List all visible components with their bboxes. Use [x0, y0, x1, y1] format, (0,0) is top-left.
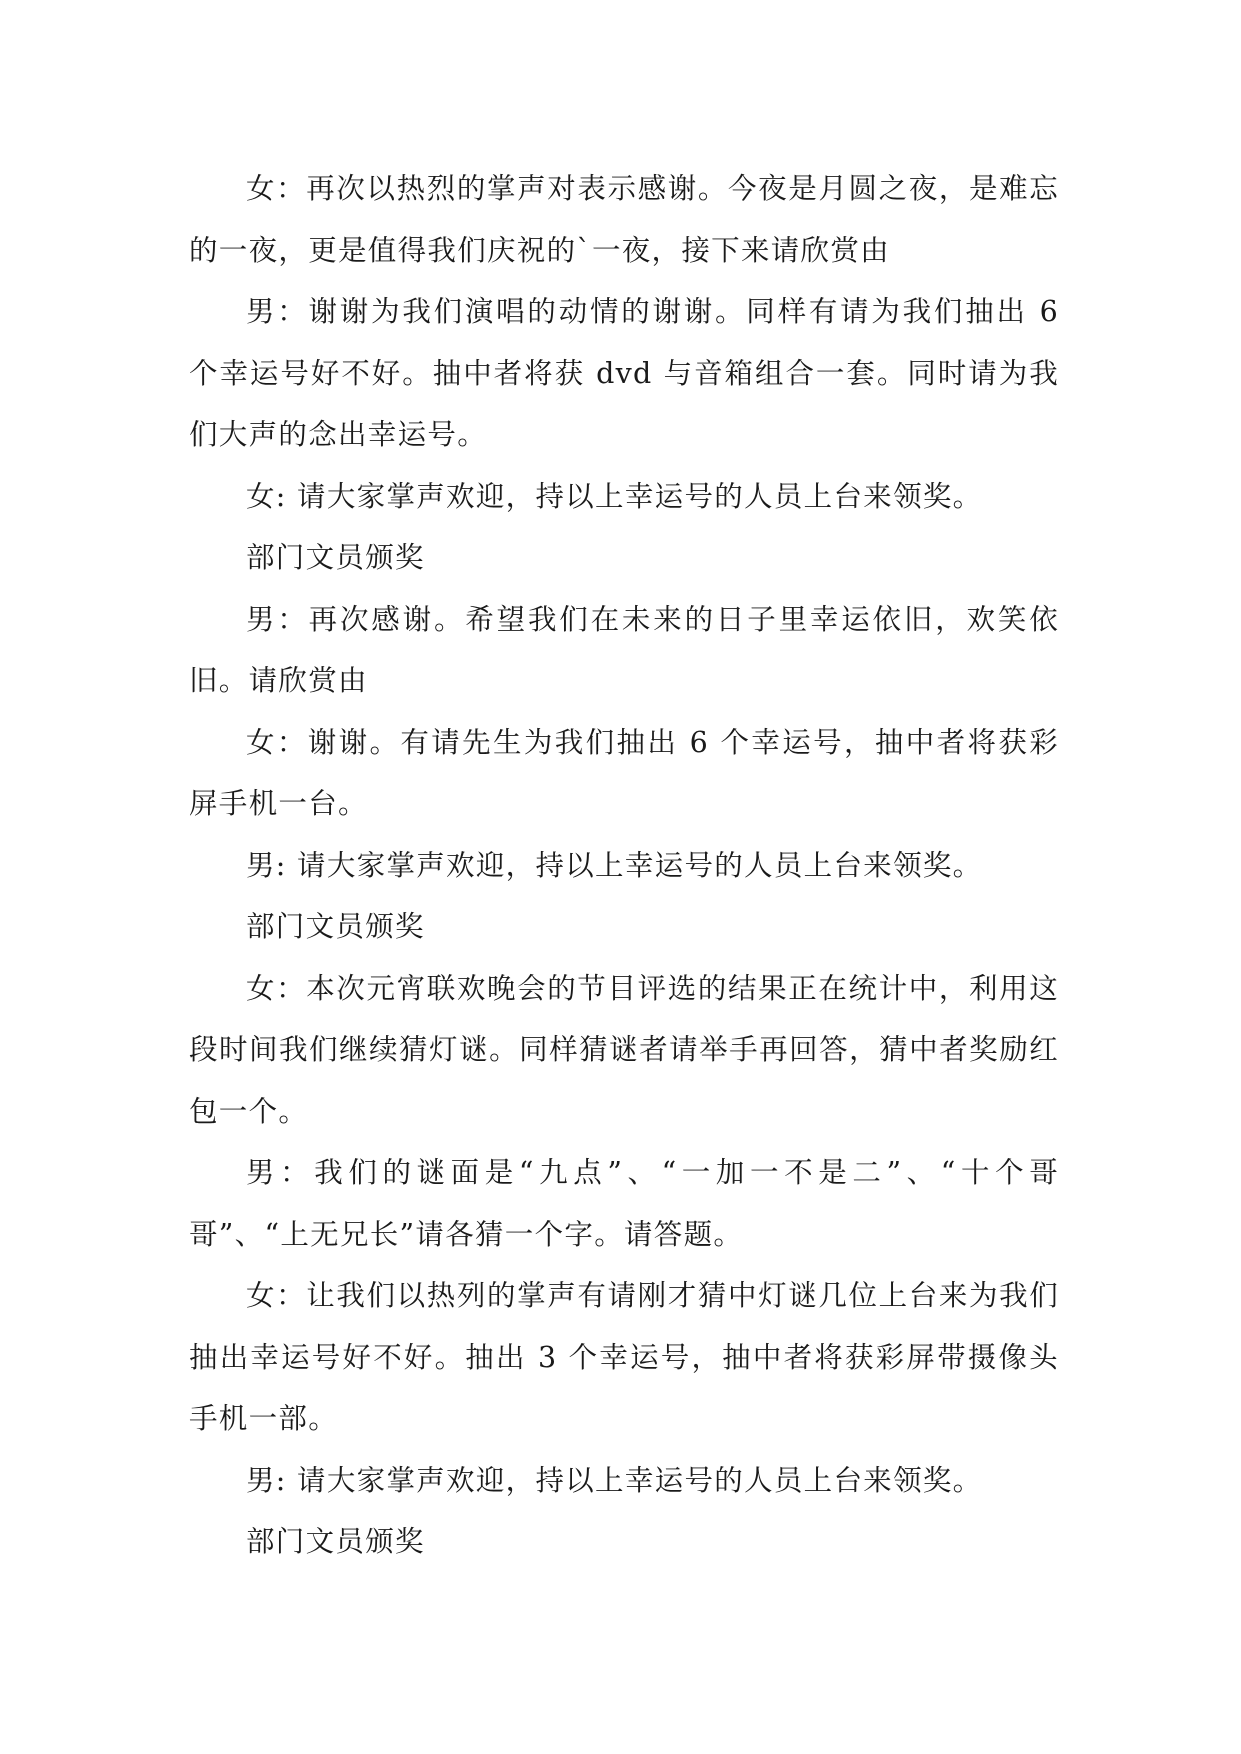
- dialogue-paragraph-4: 男：再次感谢。希望我们在未来的日子里幸运依旧，欢笑依旧。请欣赏由: [189, 602, 1059, 697]
- dialogue-paragraph-2: 男：谢谢为我们演唱的动情的谢谢。同样有请为我们抽出 6 个幸运号好不好。抽中者将获 dvd 与音箱组合一套。同时请为我们大声的念出幸运号。: [189, 295, 1059, 451]
- award-note-3: 部门文员颁奖: [246, 1525, 425, 1558]
- dialogue-paragraph-3: 女: 请大家掌声欢迎，持以上幸运号的人员上台来领奖。: [246, 479, 983, 513]
- dialogue-paragraph-9: 女：让我们以热列的掌声有请刚才猜中灯谜几位上台来为我们抽出幸运号好不好。抽出 3 个幸运号，抽中者将获彩屏带摄像头手机一部。: [189, 1279, 1059, 1435]
- dialogue-paragraph-1: 女：再次以热烈的掌声对表示感谢。今夜是月圆之夜，是难忘的一夜，更是值得我们庆祝的`一夜，接下来请欣赏由: [189, 172, 1059, 267]
- dialogue-paragraph-7: 女：本次元宵联欢晚会的节目评选的结果正在统计中，利用这段时间我们继续猜灯谜。同样猜谜者请举手再回答，猜中者奖励红包一个。: [189, 971, 1059, 1128]
- award-note-1: 部门文员颁奖: [246, 541, 425, 574]
- dialogue-paragraph-8: 男：我们的谜面是“九点”、“一加一不是二”、“十个哥哥”、“上无兄长”请各猜一个字。请答题。: [189, 1156, 1059, 1251]
- dialogue-paragraph-6: 男: 请大家掌声欢迎，持以上幸运号的人员上台来领奖。: [246, 848, 983, 882]
- document-body: [189, 158, 1059, 1573]
- award-note-2: 部门文员颁奖: [246, 910, 425, 943]
- dialogue-paragraph-10: 男: 请大家掌声欢迎，持以上幸运号的人员上台来领奖。: [246, 1463, 983, 1497]
- dialogue-paragraph-5: 女：谢谢。有请先生为我们抽出 6 个幸运号，抽中者将获彩屏手机一台。: [189, 725, 1059, 820]
